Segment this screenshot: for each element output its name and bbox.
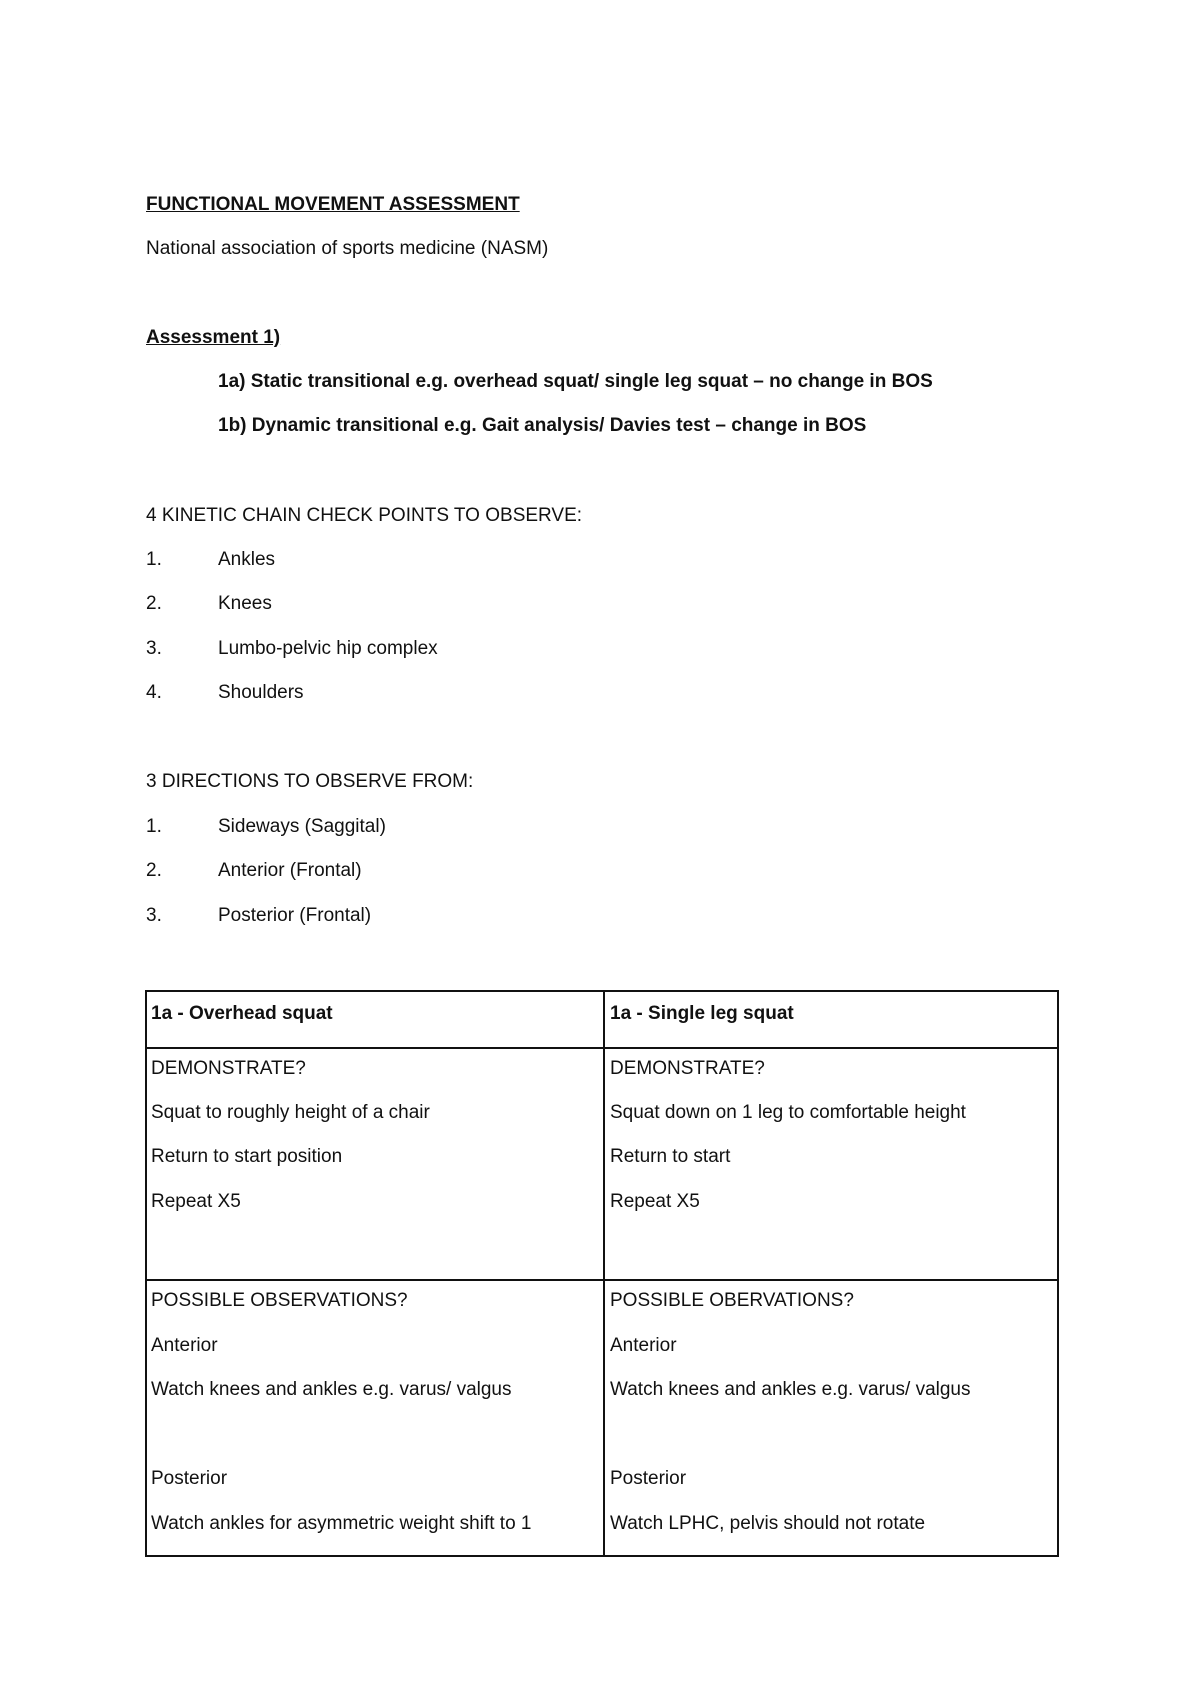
checkpoints-heading: 4 KINETIC CHAIN CHECK POINTS TO OBSERVE: [146, 505, 583, 526]
table-header-overhead-squat: 1a - Overhead squat [151, 1003, 333, 1024]
table-cell-text: Squat down on 1 leg to comfortable height [610, 1102, 966, 1123]
list-number: 2. [146, 860, 162, 881]
list-number: 3. [146, 638, 162, 659]
table-cell-text: POSSIBLE OBSERVATIONS? [151, 1290, 408, 1311]
list-number: 1. [146, 549, 162, 570]
list-item: Posterior (Frontal) [218, 905, 372, 926]
table-column-divider [603, 992, 605, 1555]
table-cell-text: Repeat X5 [151, 1191, 241, 1212]
table-cell-text: Posterior [610, 1468, 687, 1489]
table-cell-text: POSSIBLE OBERVATIONS? [610, 1290, 854, 1311]
list-item: Anterior (Frontal) [218, 860, 362, 881]
table-cell-text: Return to start [610, 1146, 731, 1167]
list-number: 2. [146, 593, 162, 614]
table-cell-text: Return to start position [151, 1146, 343, 1167]
list-item: Ankles [218, 549, 276, 570]
assessment-item-1a: 1a) Static transitional e.g. overhead squat/ single leg squat – no change in BOS [218, 371, 933, 392]
table-cell-text: Repeat X5 [610, 1191, 700, 1212]
table-cell-text: DEMONSTRATE? [151, 1058, 306, 1079]
table-cell-text: Watch knees and ankles e.g. varus/ valgus [610, 1379, 971, 1400]
table-row-divider [147, 1047, 1057, 1049]
list-item: Shoulders [218, 682, 304, 703]
table-cell-text: Watch LPHC, pelvis should not rotate [610, 1513, 926, 1534]
list-number: 3. [146, 905, 162, 926]
table-row-divider [147, 1279, 1057, 1281]
list-number: 4. [146, 682, 162, 703]
table-header-single-leg-squat: 1a - Single leg squat [610, 1003, 794, 1024]
list-item: Lumbo-pelvic hip complex [218, 638, 438, 659]
directions-heading: 3 DIRECTIONS TO OBSERVE FROM: [146, 771, 474, 792]
document-subtitle: National association of sports medicine (NASM) [146, 238, 549, 259]
table-cell-text: Posterior [151, 1468, 228, 1489]
assessment-heading: Assessment 1) [146, 327, 281, 348]
list-number: 1. [146, 816, 162, 837]
list-item: Knees [218, 593, 272, 614]
table-cell-text: Anterior [610, 1335, 677, 1356]
document-title: FUNCTIONAL MOVEMENT ASSESSMENT [146, 194, 520, 215]
table-cell-text: Anterior [151, 1335, 218, 1356]
table-cell-text: DEMONSTRATE? [610, 1058, 765, 1079]
table-cell-text: Watch ankles for asymmetric weight shift to 1 [151, 1513, 532, 1534]
assessment-item-1b: 1b) Dynamic transitional e.g. Gait analysis/ Davies test – change in BOS [218, 415, 867, 436]
table-cell-text: Watch knees and ankles e.g. varus/ valgus [151, 1379, 512, 1400]
assessment-table [145, 990, 1059, 1557]
table-cell-text: Squat to roughly height of a chair [151, 1102, 430, 1123]
list-item: Sideways (Saggital) [218, 816, 386, 837]
